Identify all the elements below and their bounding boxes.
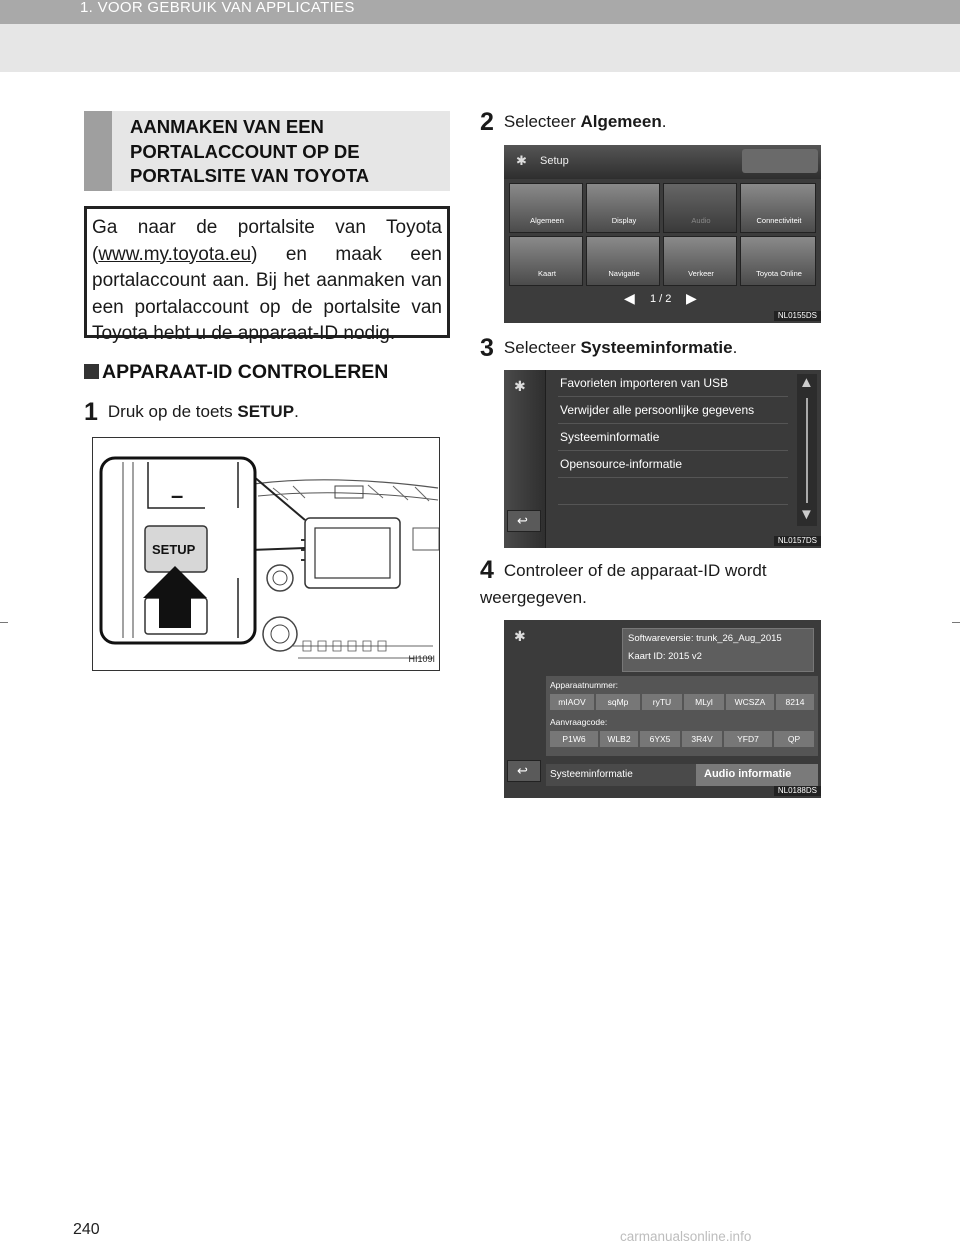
header-band bbox=[0, 24, 960, 72]
chapter-title: 1. VOOR GEBRUIK VAN APPLICATIES bbox=[80, 0, 355, 16]
step-number: 1 bbox=[84, 398, 98, 426]
device-id-segment: WCSZA bbox=[726, 694, 774, 710]
step-text: Druk op de toets bbox=[107, 402, 238, 421]
list-item-system-info[interactable]: Systeeminformatie bbox=[560, 430, 660, 444]
step-number: 3 bbox=[480, 334, 494, 362]
request-code-label: Aanvraagcode: bbox=[550, 717, 608, 727]
device-id-segment: ryTU bbox=[642, 694, 682, 710]
step-text: Selecteer bbox=[503, 338, 581, 357]
tab-system-info[interactable]: Systeeminformatie bbox=[546, 764, 696, 786]
setup-title: Setup bbox=[540, 155, 569, 167]
gear-icon: ✱ bbox=[516, 153, 527, 168]
step-1: 1 Druk op de toets SETUP. bbox=[84, 398, 299, 426]
step-keyword: Algemeen bbox=[580, 112, 662, 131]
section-title: AANMAKEN VAN EEN PORTALACCOUNT OP DE PORTALSITE VAN TOYOTA bbox=[130, 116, 370, 186]
info-text-before: Ga naar de portalsite van Toyota ( bbox=[92, 217, 442, 265]
request-code-segment: P1W6 bbox=[550, 731, 598, 747]
crop-mark bbox=[952, 622, 960, 623]
request-code-segment: WLB2 bbox=[600, 731, 638, 747]
tile-navigatie[interactable]: Navigatie bbox=[586, 236, 660, 286]
step-number: 4 bbox=[480, 556, 494, 584]
page-number: 240 bbox=[73, 1221, 100, 1238]
device-id-segment: 8214 bbox=[776, 694, 814, 710]
section-title-box bbox=[84, 111, 450, 191]
request-code-segment: QP bbox=[774, 731, 814, 747]
figure-general-list-screen bbox=[504, 370, 821, 548]
square-bullet-icon bbox=[84, 364, 99, 379]
device-id-segment: sqMp bbox=[596, 694, 640, 710]
figure-code: HI109I bbox=[408, 654, 435, 664]
list-item[interactable]: Verwijder alle persoonlijke gegevens bbox=[560, 403, 755, 417]
figure-setup-button bbox=[92, 437, 440, 671]
info-text bbox=[92, 215, 442, 348]
subheading-text: APPARAAT-ID CONTROLEREN bbox=[102, 361, 389, 383]
gear-icon: ✱ bbox=[514, 628, 526, 644]
tile-display[interactable]: Display bbox=[586, 183, 660, 233]
pager-right-arrow-icon[interactable]: ▶ bbox=[686, 290, 697, 306]
request-code-segment: 3R4V bbox=[682, 731, 722, 747]
watermark: carmanualsonline.info bbox=[620, 1229, 752, 1244]
scroll-up-icon[interactable]: ▲ bbox=[799, 374, 814, 391]
figure-code: NL0157DS bbox=[774, 536, 821, 546]
step-text: Selecteer bbox=[503, 112, 581, 131]
step-keyword: SETUP bbox=[237, 402, 295, 421]
tile-verkeer[interactable]: Verkeer bbox=[663, 236, 737, 286]
info-text-after: ) en maak een portalaccount aan. Bij het aanmaken van een portalaccount op de portalsite van Toyota hebt u de apparaat-ID nodig. bbox=[92, 243, 442, 344]
device-number-label: Apparaatnummer: bbox=[550, 680, 619, 690]
step-number: 2 bbox=[480, 108, 494, 136]
tab-audio-info[interactable]: Audio informatie bbox=[696, 764, 818, 786]
section-title-accent bbox=[84, 111, 112, 191]
pager-left-arrow-icon[interactable]: ◀ bbox=[624, 290, 635, 306]
figure-code: NL0188DS bbox=[774, 786, 821, 796]
dashboard-illustration bbox=[93, 438, 440, 671]
figure-system-info-screen bbox=[504, 620, 821, 798]
tile-toyota-online[interactable]: Toyota Online bbox=[740, 236, 816, 286]
tile-connectiviteit[interactable]: Connectiviteit bbox=[740, 183, 816, 233]
tile-algemeen[interactable]: Algemeen bbox=[509, 183, 583, 233]
figure-setup-screen bbox=[504, 145, 821, 323]
minus-key-label: – bbox=[171, 483, 184, 508]
device-id-segment: mIAOV bbox=[550, 694, 594, 710]
tile-audio[interactable]: Audio bbox=[663, 183, 737, 233]
subheading bbox=[84, 361, 388, 384]
tile-kaart[interactable]: Kaart bbox=[509, 236, 583, 286]
step-3: 3 Selecteer Systeeminformatie. bbox=[480, 334, 738, 362]
pager-label: 1 / 2 bbox=[650, 293, 672, 305]
figure-code: NL0155DS bbox=[774, 311, 821, 321]
crop-mark bbox=[0, 622, 8, 623]
list-item[interactable]: Opensource-informatie bbox=[560, 457, 683, 471]
gear-icon: ✱ bbox=[514, 378, 526, 394]
status-area bbox=[742, 149, 818, 173]
back-button[interactable] bbox=[507, 510, 541, 532]
setup-key-label: SETUP bbox=[152, 542, 196, 557]
request-code-segment: 6YX5 bbox=[640, 731, 680, 747]
device-id-segment: MLyl bbox=[684, 694, 724, 710]
list-item[interactable]: Favorieten importeren van USB bbox=[560, 376, 729, 390]
back-arrow-icon: ↩ bbox=[517, 513, 528, 528]
header-bar bbox=[0, 0, 960, 24]
info-box bbox=[84, 206, 450, 344]
scroll-track bbox=[806, 398, 808, 503]
portal-link[interactable]: www.my.toyota.eu bbox=[98, 243, 252, 265]
map-id: Kaart ID: 2015 v2 bbox=[628, 651, 702, 662]
back-arrow-icon: ↩ bbox=[517, 763, 528, 778]
software-version: Softwareversie: trunk_26_Aug_2015 bbox=[628, 633, 782, 644]
step-keyword: Systeeminformatie bbox=[580, 338, 733, 357]
step-4 bbox=[480, 557, 820, 611]
scroll-down-icon[interactable]: ▼ bbox=[799, 506, 814, 523]
step-2: 2 Selecteer Algemeen. bbox=[480, 108, 667, 136]
step-text: Controleer of de apparaat-ID wordt weergegeven. bbox=[480, 561, 767, 607]
back-button[interactable] bbox=[507, 760, 541, 782]
request-code-segment: YFD7 bbox=[724, 731, 772, 747]
